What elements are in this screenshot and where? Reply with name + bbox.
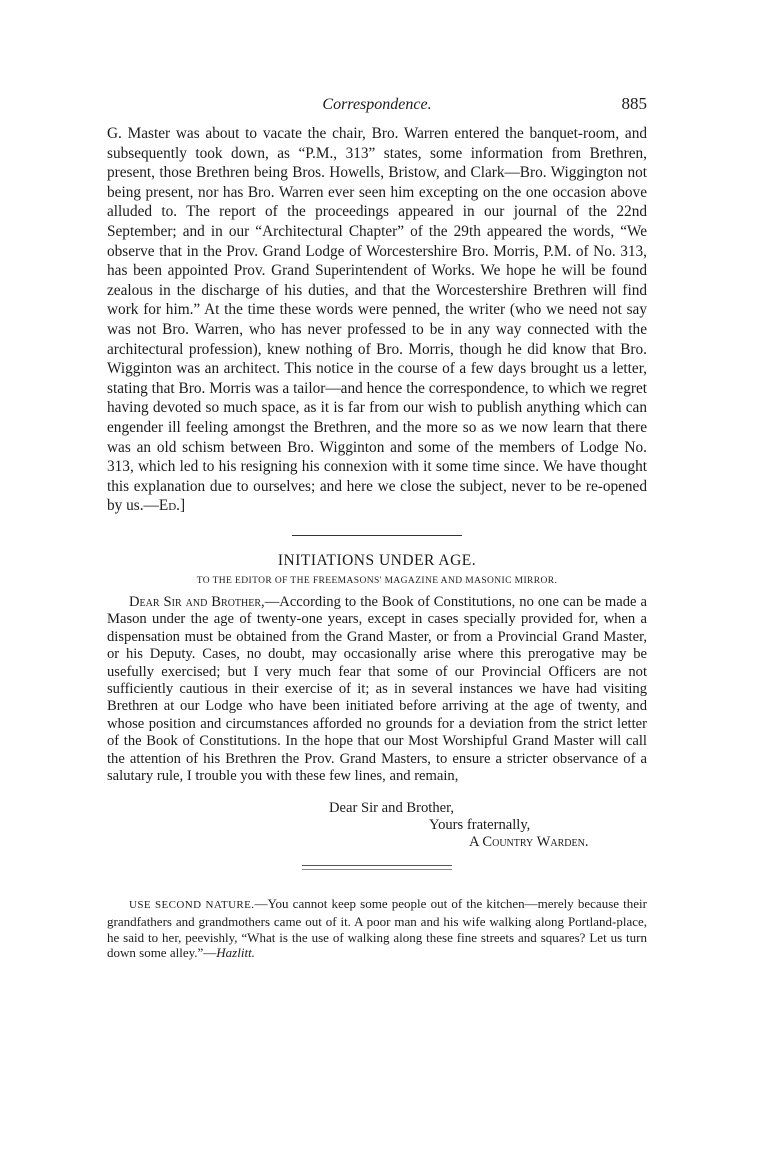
article-title: INITIATIONS UNDER AGE. — [277, 551, 477, 569]
editorial-note — [107, 124, 647, 516]
filler-note — [107, 896, 647, 961]
section-divider — [302, 865, 452, 866]
letter-salutation: Dear Sir and Brother, — [129, 593, 265, 610]
editorial-text: G. Master was about to vacate the chair, Bro. Warren entered the banquet-room, and subsequently took down, as “P.M., 313” states, some information from Brethren, present, those Brethren being Bros. Howells, Bristow, and Clark—Bro. Wiggington not being present, nor has Bro. Warren ever seen him excepting on the one occasion above alluded to. The report of the proceedings appeared in our journal of the 22nd September; and in our “Architectural Chapter” of the 29th appeared the words, “We observe that in the Prov. Grand Lodge of Worcestershire Bro. Morris, P.M. of No. 313, has been appointed Prov. Grand Superintendent of Works. We hope he will be found zealous in the discharge of his duties, and that the Worcestershire Brethren will find work for him.” At the time these words were penned, the writer (who we need not say was not Bro. Warren, who has never professed to be in any way connected with the architectural profession), knew nothing of Bro. Morris, though he did know that Bro. Wigginton was an architect. This notice in the course of a few days brought us a letter, stating that Bro. Morris was a tailor—and hence the correspondence, to which we regret having devoted so much space, as it is far from our wish to publish anything which can engender ill feeling amongst the Brethren, and the more so as we now learn that there was an old schism between Bro. Wigginton and some of the members of Lodge No. 313, which led to his resigning his connexion with it some time since. We have thought this explanation due to ourselves; and here we close the subject, never to be re-opened by us.— — [107, 125, 647, 515]
section-divider — [292, 535, 462, 536]
running-head: Correspondence. — [322, 96, 432, 113]
letter-text: —According to the Book of Constitutions, no one can be made a Mason under the age of twenty-one years, except in cases specially provided for, when a dispensation must be obtained from the Grand Master, or from a Provincial Grand Master, or his Deputy. Cases, no doubt, may occasionally arise where this prerogative may be usefully exercised; but I very much fear that some of our Provincial Officers are not sufficiently cautious in their exercise of it; as in several instances we have had visiting Brethren at our Lodge who have been initiated before arriving at the age of twenty, and whose position and circumstances afforded no grounds for a deviation from the strict letter of the Book of Constitutions. In the hope that our Most Worshipful Grand Master will call the attention of his Brethren the Prov. Grand Masters, to ensure a stricter observance of a salutary rule, I trouble you with these few lines, and remain, — [107, 593, 647, 784]
note-attribution: Hazlitt. — [216, 945, 255, 961]
page-header — [107, 96, 647, 120]
editorial-end: ] — [179, 497, 186, 515]
letter-signature: A Country Warden. — [469, 833, 589, 850]
note-text: —You cannot keep some people out of the kitchen—merely because their grandfathers and grandmothers came out of it. A poor man and his wife walking along Portland-place, he said to her, peevishly, “What is the use of walking along these fine streets and squares? Let us turn down some alley.”— — [107, 895, 647, 961]
closing-line-1: Dear Sir and Brother, — [329, 799, 455, 816]
article-subtitle: TO THE EDITOR OF THE FREEMASONS' MAGAZINE AND MASONIC MIRROR. — [196, 575, 558, 586]
section-divider — [302, 869, 452, 870]
page-number: 885 — [621, 94, 647, 113]
note-lead: USE SECOND NATURE. — [129, 898, 255, 911]
closing-line-2: Yours fraternally, — [429, 816, 531, 833]
letter-body — [107, 594, 647, 785]
page — [107, 96, 647, 974]
editor-signoff: Ed. — [158, 497, 180, 515]
letter-closing — [107, 800, 647, 851]
